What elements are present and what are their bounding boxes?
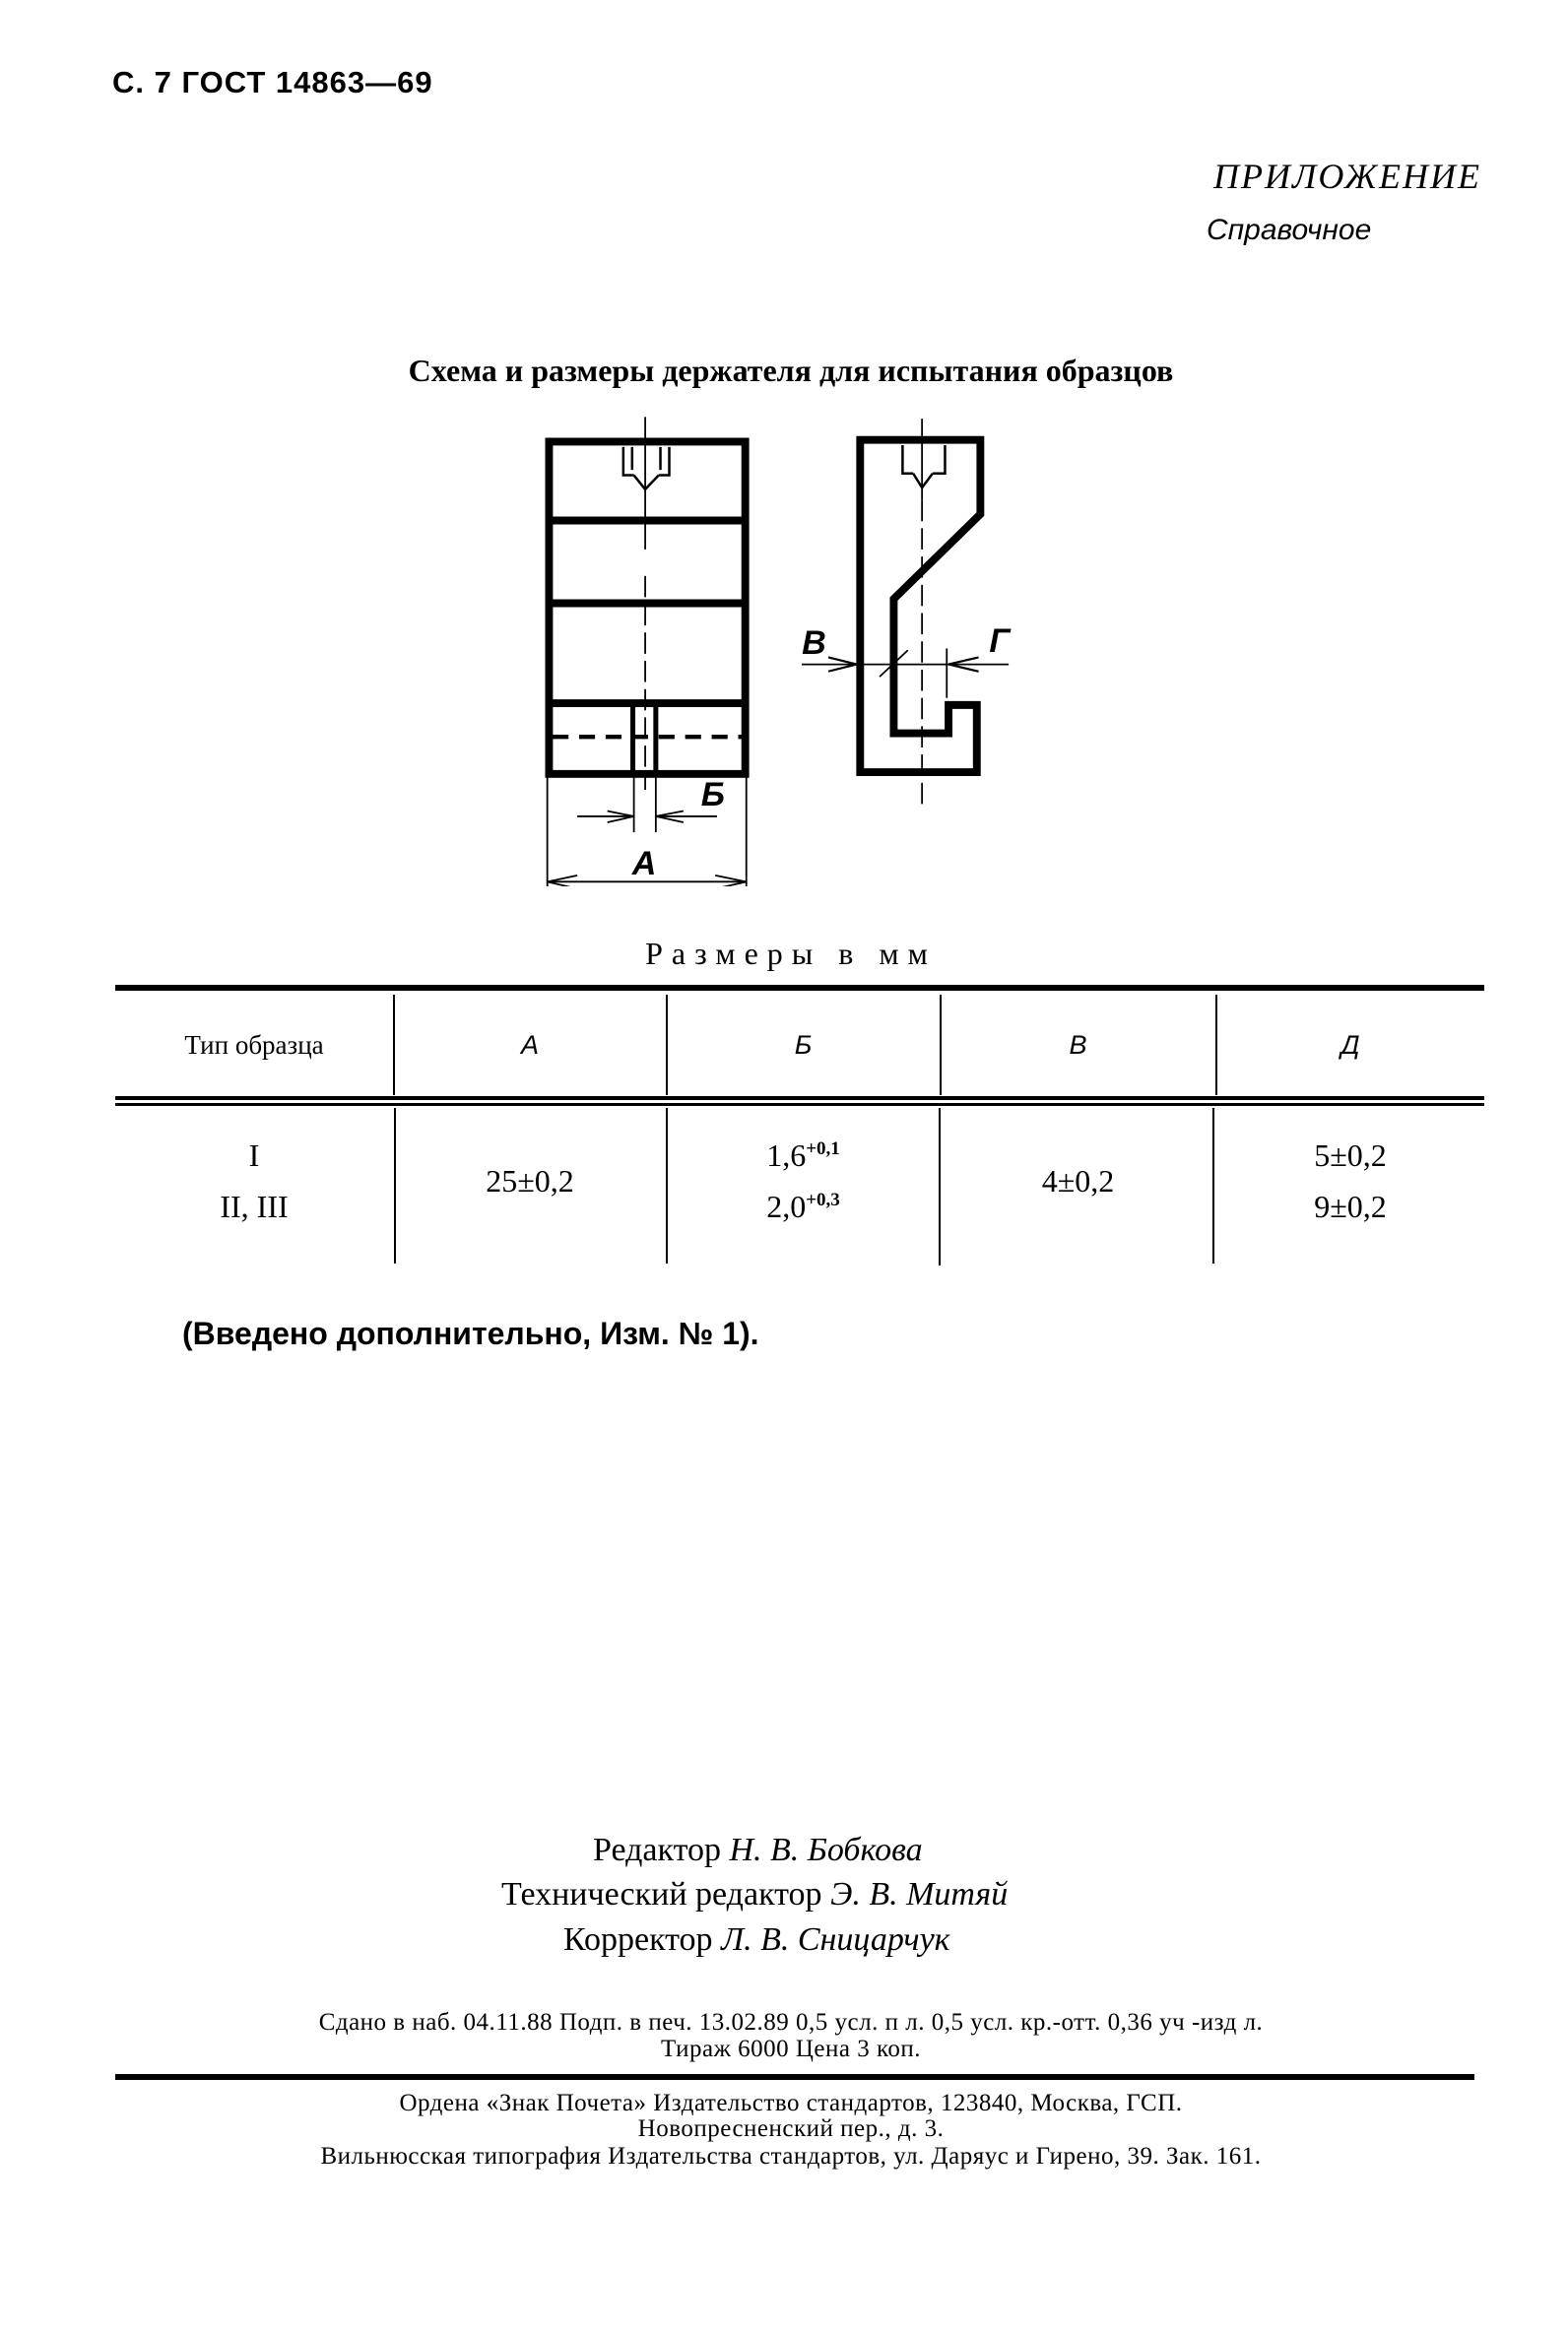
- b-tolerance: +0,3: [806, 1190, 840, 1210]
- front-view: [549, 441, 745, 773]
- col-divider: [666, 1108, 668, 1264]
- b-base: 1,6: [766, 1137, 807, 1173]
- header-a: А: [520, 1030, 539, 1060]
- credit-role: Редактор: [593, 1832, 721, 1868]
- b-tolerance: +0,1: [806, 1138, 840, 1159]
- front-view-details: [548, 417, 747, 886]
- v-value: 4±0,2: [1041, 1163, 1115, 1199]
- header-d: Д: [1340, 1030, 1360, 1060]
- dim-label-g: Г: [989, 622, 1011, 661]
- table-header-rule-2: [115, 1103, 1484, 1106]
- dim-label-b: Б: [700, 776, 725, 814]
- imprint-rule: [115, 2074, 1474, 2080]
- credit-tech-editor: [501, 1876, 1008, 1914]
- table-top-rule: [115, 985, 1484, 991]
- holder-diagram: [492, 394, 1044, 886]
- credit-proofreader: [563, 1921, 950, 1959]
- credit-name: Э. В. Митяй: [830, 1876, 1009, 1913]
- table-header-rule: [115, 1096, 1484, 1100]
- dim-label-v: В: [802, 623, 826, 662]
- b-value: [667, 1189, 940, 1225]
- credit-role: Технический редактор: [501, 1876, 822, 1913]
- figure-title: Схема и размеры держателя для испытания образцов: [408, 353, 1174, 388]
- credit-name: Л. В. Сницарчук: [721, 1921, 950, 1958]
- b-value: [667, 1137, 940, 1174]
- credit-editor: [593, 1832, 923, 1869]
- d-value: 9±0,2: [1314, 1189, 1387, 1224]
- imprint-line-2: Тираж 6000 Цена 3 коп.: [660, 2036, 922, 2062]
- amendment-note: (Введено дополнительно, Изм. № 1).: [182, 1316, 759, 1351]
- type-cell: II, III: [220, 1189, 289, 1224]
- credit-name: Н. В. Бобкова: [729, 1832, 923, 1868]
- publisher-line-2: Новопресненский пер., д. 3.: [637, 2115, 945, 2142]
- header-v: В: [1069, 1030, 1087, 1060]
- dim-label-a: А: [631, 845, 657, 883]
- page-header: С. 7 ГОСТ 14863—69: [112, 65, 433, 99]
- d-value: 5±0,2: [1314, 1137, 1387, 1173]
- b-base: 2,0: [766, 1189, 807, 1224]
- publisher-line-1: Ордена «Знак Почета» Издательство стандартов, 123840, Москва, ГСП.: [399, 2090, 1183, 2116]
- imprint-line-1: Сдано в наб. 04.11.88 Подп. в печ. 13.02.89 0,5 усл. п л. 0,5 усл. кр.-отт. 0,36 уч -изд л.: [318, 2009, 1264, 2036]
- table-caption: Размеры в мм: [645, 936, 937, 971]
- header-sample-type: Тип образца: [184, 1030, 324, 1060]
- header-b: Б: [794, 1030, 813, 1060]
- credit-role: Корректор: [563, 1921, 713, 1958]
- type-cell: I: [248, 1137, 260, 1173]
- appendix-label: ПРИЛОЖЕНИЕ: [1213, 157, 1481, 196]
- printer-line: Вильнюсская типография Издательства стандартов, ул. Даряус и Гирено, 39. Зак. 161.: [320, 2143, 1262, 2170]
- a-value: 25±0,2: [486, 1163, 574, 1199]
- appendix-type: Справочное: [1207, 214, 1372, 246]
- side-view: [860, 440, 980, 772]
